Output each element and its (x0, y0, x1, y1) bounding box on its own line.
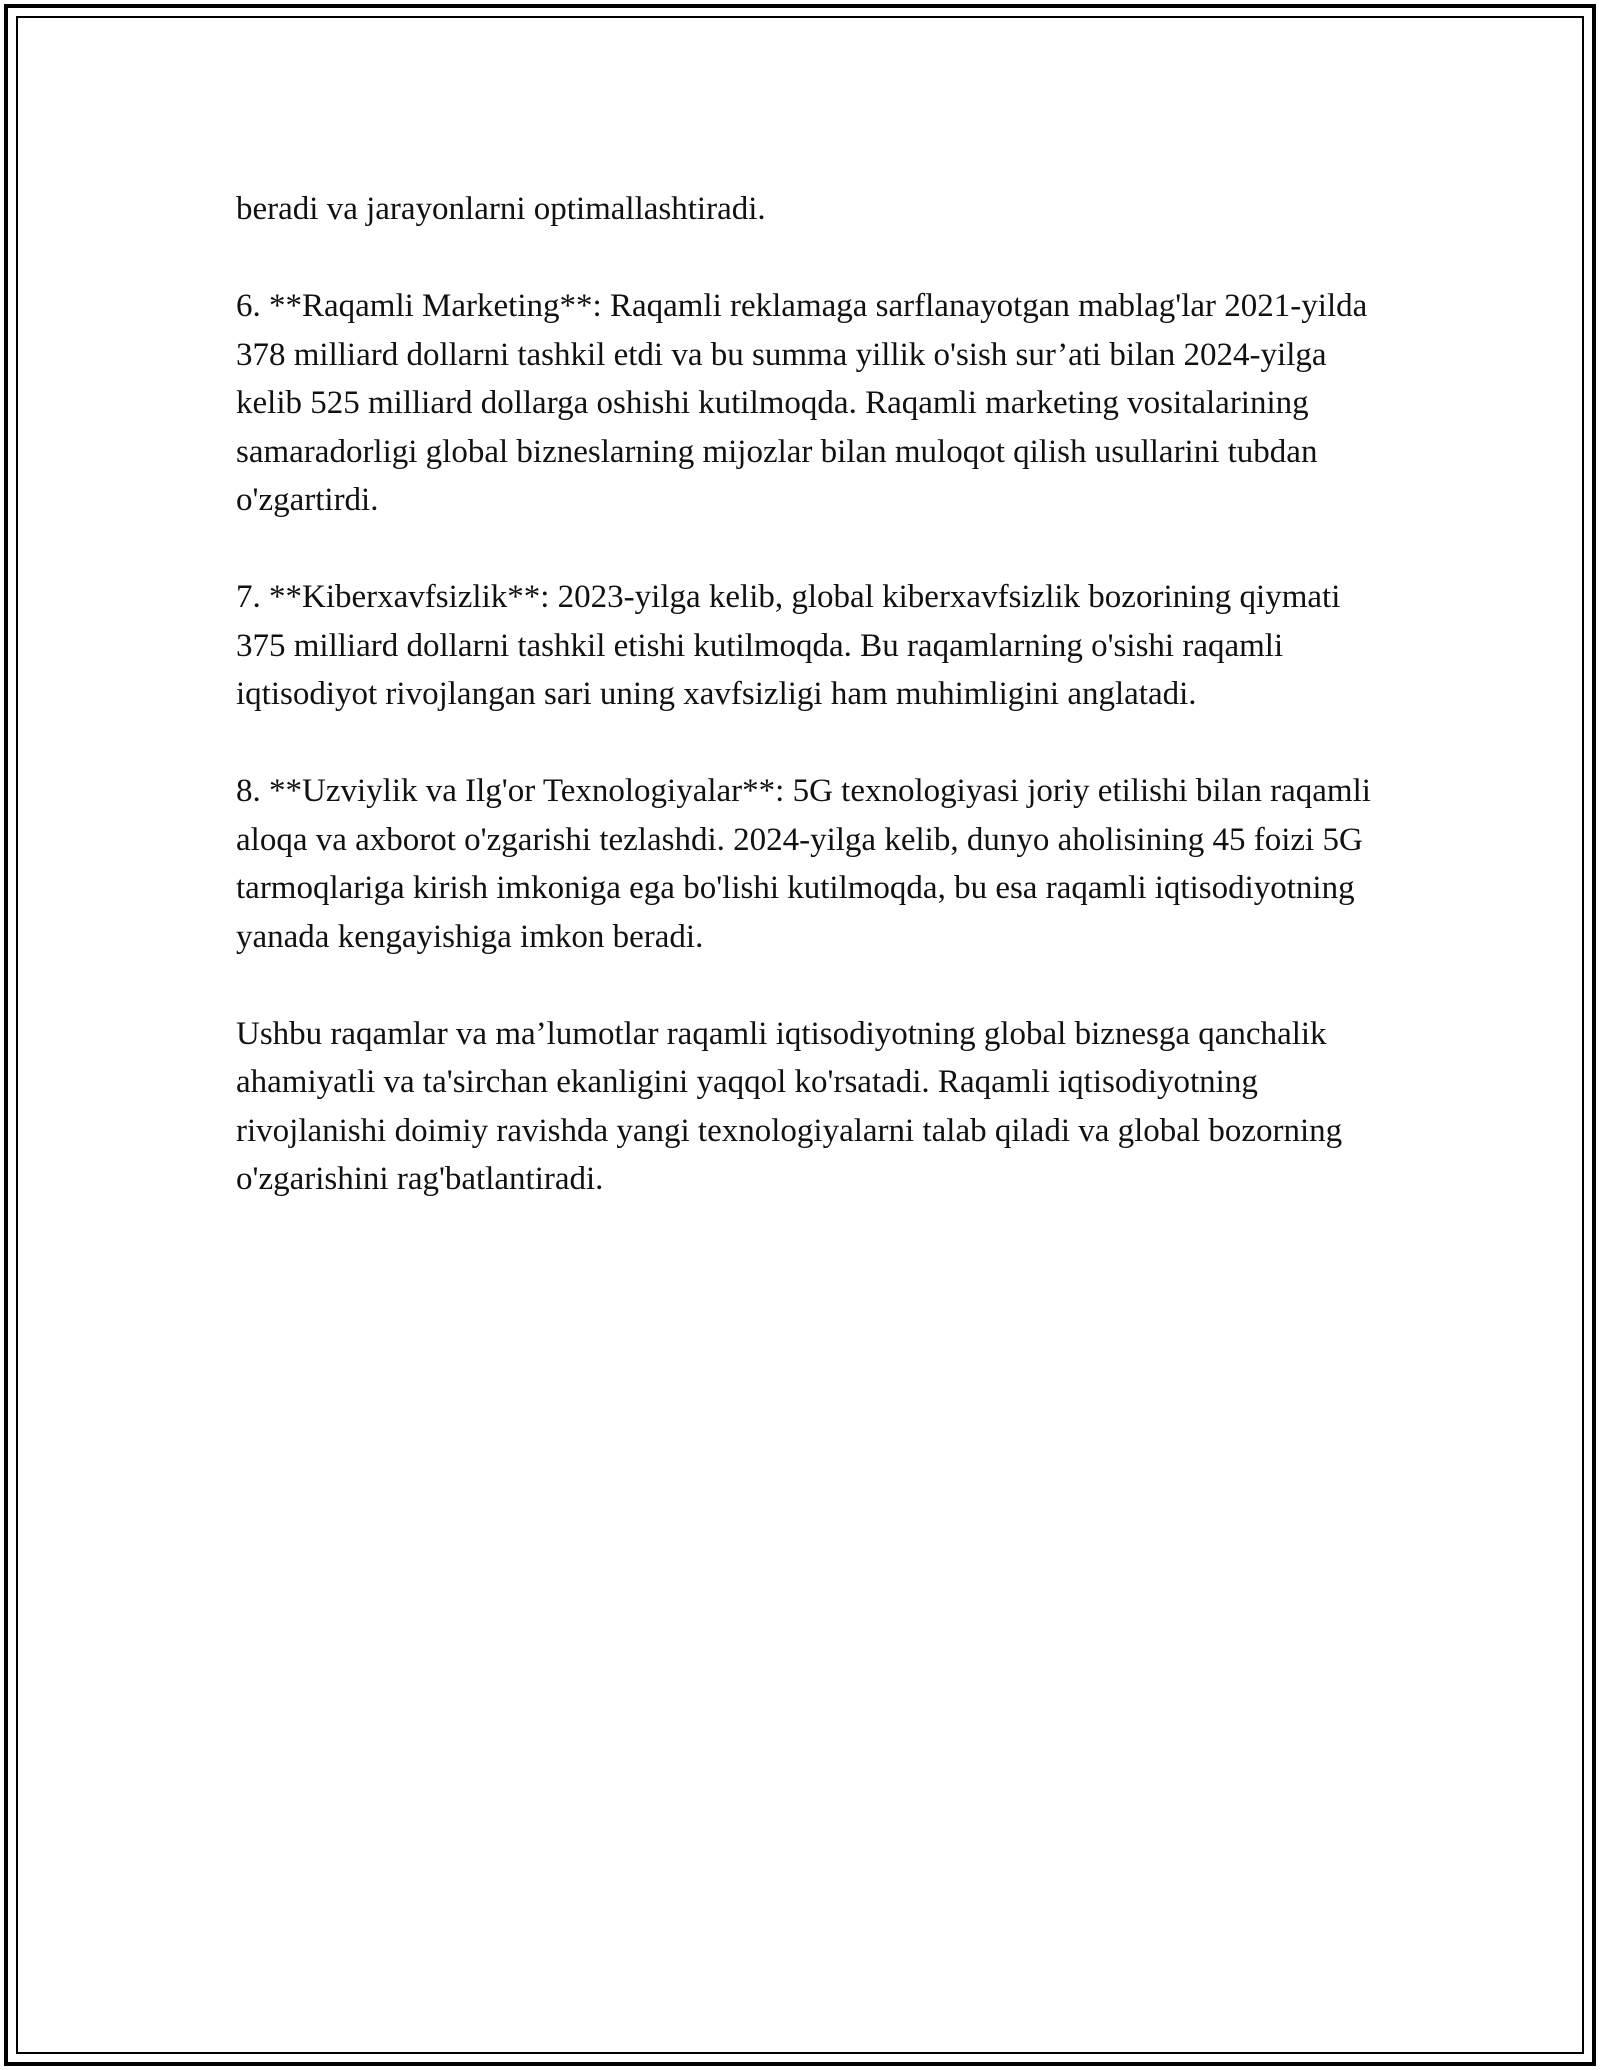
paragraph-advanced-technologies: 8. **Uzviylik va Ilg'or Texnologiyalar**: 5G texnologiyasi joriy etilishi bilan raqamli aloqa va axborot o'zgarishi tezlashdi. 2024-yilga kelib, dunyo aholisining 45 foizi 5G tarmoqlariga kirish imkoniga ega bo'lishi kutilmoqda, bu esa raqamli iqtisodiyotning yanada kengayishiga imkon beradi. (236, 773, 1371, 955)
paragraph-cybersecurity: 7. **Kiberxavfsizlik**: 2023-yilga kelib, global kiberxavfsizlik bozorining qiymati 375 milliard dollarni tashkil etishi kutilmoqda. Bu raqamlarning o'sishi raqamli iqtisodiyot rivojlangan sari uning xavfsizligi ham muhimligini anglatadi. (236, 579, 1341, 712)
paragraph-conclusion: Ushbu raqamlar va ma’lumotlar raqamli iqtisodiyotning global biznesga qanchalik ahamiyatli va ta'sirchan ekanligini yaqqol ko'rsatadi. Raqamli iqtisodiyotning rivojlanishi doimiy ravishda yangi texnologiyalarni talab qiladi va global bozorning o'zgarishini rag'batlantiradi. (236, 1015, 1343, 1197)
document-body (236, 185, 1376, 1252)
paragraph-continuation: beradi va jarayonlarni optimallashtiradi. (236, 191, 766, 227)
paragraph-digital-marketing: 6. **Raqamli Marketing**: Raqamli reklamaga sarflanayotgan mablag'lar 2021-yilda 378 milliard dollarni tashkil etdi va bu summa yillik o'sish sur’ati bilan 2024-yilga kelib 525 milliard dollarga oshishi kutilmoqda. Raqamli marketing vositalarining samaradorligi global bizneslarning mijozlar bilan muloqot qilish usullarini tubdan o'zgartirdi. (236, 288, 1368, 518)
